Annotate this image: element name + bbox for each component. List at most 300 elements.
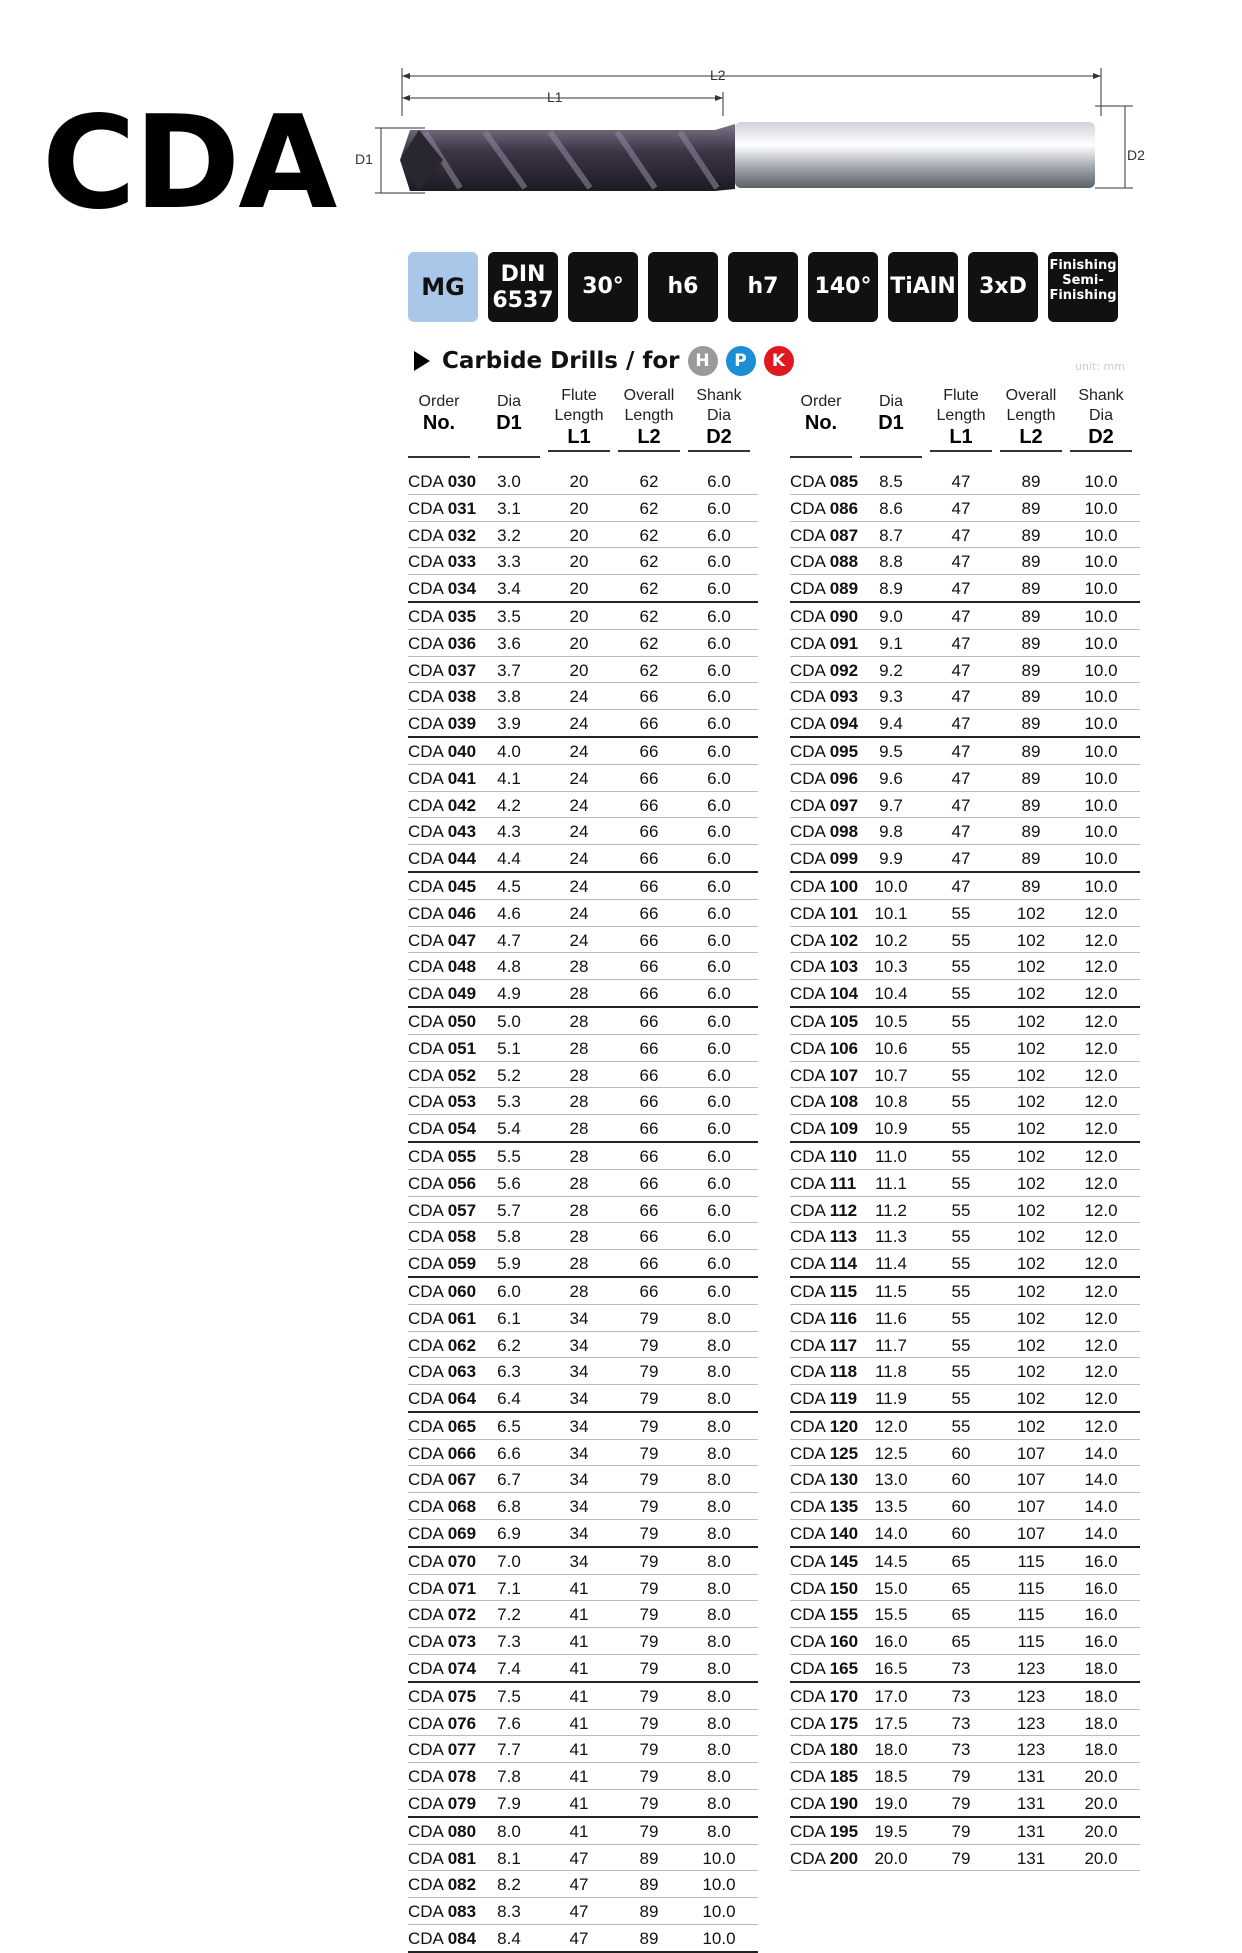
l2-value: 62 <box>639 660 659 680</box>
d1-value: 6.3 <box>497 1362 521 1382</box>
l1-value: 28 <box>569 957 589 977</box>
table-row <box>790 1818 1140 1845</box>
d2-value: 6.0 <box>707 660 731 680</box>
l2-value: 102 <box>1016 1173 1046 1193</box>
order-number: CDA 118 <box>790 1362 858 1382</box>
l2-value: 102 <box>1016 1254 1046 1274</box>
d2-value: 8.0 <box>707 1632 731 1652</box>
l2-value: 89 <box>1021 822 1041 842</box>
order-number: CDA 052 <box>408 1065 477 1085</box>
table-row <box>790 1575 1140 1602</box>
order-number: CDA 049 <box>408 984 477 1004</box>
l2-value: 102 <box>1016 1038 1046 1058</box>
l1-value: 55 <box>951 1227 971 1247</box>
table-row <box>408 1440 758 1467</box>
d1-value: 9.8 <box>879 822 903 842</box>
l2-value: 79 <box>639 1713 659 1733</box>
order-number: CDA 030 <box>408 472 477 491</box>
table-row <box>790 818 1140 845</box>
l2-value: 102 <box>1016 930 1046 950</box>
l1-value: 79 <box>951 1848 971 1868</box>
header-l2: Overall Length L2 <box>1000 386 1062 452</box>
d1-value: 6.9 <box>497 1524 521 1544</box>
l2-value: 62 <box>639 472 659 491</box>
order-number: CDA 070 <box>408 1551 477 1571</box>
d2-value: 6.0 <box>707 741 731 761</box>
d1-value: 5.6 <box>497 1173 521 1193</box>
order-number: CDA 097 <box>790 795 859 815</box>
d1-value: 7.9 <box>497 1794 521 1814</box>
l1-value: 24 <box>569 741 589 761</box>
table-row <box>408 1143 758 1170</box>
l2-value: 79 <box>639 1740 659 1760</box>
h7-icon: h7 <box>728 252 798 322</box>
table-row <box>408 1925 758 1953</box>
l1-value: 34 <box>569 1443 589 1463</box>
l2-value: 66 <box>639 957 659 977</box>
l1-value: 20 <box>569 660 589 680</box>
d2-value: 8.0 <box>707 1470 731 1490</box>
d1-value: 11.2 <box>875 1200 907 1220</box>
l2-value: 89 <box>1021 606 1041 626</box>
l1-value: 24 <box>569 714 589 734</box>
d1-value: 16.0 <box>874 1632 908 1652</box>
l2-value: 66 <box>639 1227 659 1247</box>
d1-value: 8.7 <box>879 525 903 545</box>
l2-value: 66 <box>639 1173 659 1193</box>
helix-30-icon: 30° <box>568 252 638 322</box>
d1-value: 18.0 <box>874 1740 908 1760</box>
order-number: CDA 094 <box>790 714 859 734</box>
d1-value: 3.7 <box>497 660 521 680</box>
d2-value: 6.0 <box>707 1065 731 1085</box>
l1-value: 41 <box>569 1713 589 1733</box>
order-number: CDA 095 <box>790 741 859 761</box>
d1-value: 5.0 <box>497 1011 521 1031</box>
l1-value: 47 <box>951 741 971 761</box>
d1-value: 4.9 <box>497 984 521 1004</box>
l2-value: 123 <box>1016 1659 1046 1679</box>
l2-value: 62 <box>639 552 659 572</box>
d2-value: 6.0 <box>707 498 731 518</box>
d2-value: 10.0 <box>1084 849 1118 869</box>
l1-value: 79 <box>951 1821 971 1841</box>
l2-value: 102 <box>1016 957 1046 977</box>
l2-value: 107 <box>1016 1497 1046 1517</box>
d2-value: 16.0 <box>1084 1578 1118 1598</box>
header-no: Order No. <box>408 386 470 458</box>
table-row <box>408 1898 758 1925</box>
d2-value: 10.0 <box>1084 660 1118 680</box>
table-row <box>408 1871 758 1898</box>
order-number: CDA 035 <box>408 606 477 626</box>
d1-value: 5.1 <box>497 1038 521 1058</box>
d2-value: 10.0 <box>1084 795 1118 815</box>
l2-value: 66 <box>639 849 659 869</box>
order-number: CDA 117 <box>790 1335 858 1355</box>
l2-value: 102 <box>1016 903 1046 923</box>
h6-shank-icon: h6 <box>648 252 718 322</box>
d2-value: 8.0 <box>707 1308 731 1328</box>
l1-value: 55 <box>951 1119 971 1139</box>
d1-value: 6.2 <box>497 1335 521 1355</box>
l1-value: 20 <box>569 472 589 491</box>
table-row <box>408 1062 758 1089</box>
d1-value: 9.9 <box>879 849 903 869</box>
d1-value: 5.9 <box>497 1254 521 1274</box>
d1-value: 7.0 <box>497 1551 521 1571</box>
d2-value: 6.0 <box>707 1038 731 1058</box>
l2-value: 102 <box>1016 1119 1046 1139</box>
l2-value: 66 <box>639 822 659 842</box>
table-header <box>408 386 758 452</box>
d2-value: 8.0 <box>707 1740 731 1760</box>
d2-value: 6.0 <box>707 849 731 869</box>
table-row <box>790 1520 1140 1548</box>
d1-value: 15.0 <box>874 1578 908 1598</box>
d1-value: 10.9 <box>874 1119 908 1139</box>
d2-value: 10.0 <box>1084 876 1118 896</box>
l1-value: 47 <box>951 579 971 599</box>
l2-value: 89 <box>639 1875 659 1895</box>
order-number: CDA 077 <box>408 1740 477 1760</box>
d2-value: 20.0 <box>1084 1848 1118 1868</box>
l2-value: 131 <box>1016 1848 1046 1868</box>
l1-value: 55 <box>951 930 971 950</box>
l1-value: 55 <box>951 1173 971 1193</box>
l2-value: 79 <box>639 1524 659 1544</box>
l1-value: 41 <box>569 1605 589 1625</box>
l1-value: 34 <box>569 1524 589 1544</box>
order-number: CDA 075 <box>408 1686 477 1706</box>
table-row <box>790 1170 1140 1197</box>
l1-value: 47 <box>569 1875 589 1895</box>
order-number: CDA 061 <box>408 1308 477 1328</box>
table-row <box>790 1385 1140 1413</box>
l2-value: 62 <box>639 579 659 599</box>
order-number: CDA 034 <box>408 579 477 599</box>
d2-value: 6.0 <box>707 957 731 977</box>
d2-value: 6.0 <box>707 1011 731 1031</box>
l1-value: 47 <box>951 552 971 572</box>
d1-value: 12.0 <box>874 1416 908 1436</box>
d2-value: 8.0 <box>707 1389 731 1409</box>
l1-value: 47 <box>569 1902 589 1922</box>
order-number: CDA 090 <box>790 606 859 626</box>
order-number: CDA 036 <box>408 633 477 653</box>
order-number: CDA 115 <box>790 1281 858 1301</box>
order-number: CDA 056 <box>408 1173 477 1193</box>
d2-value: 6.0 <box>707 472 731 491</box>
order-number: CDA 140 <box>790 1524 859 1544</box>
d1-value: 4.2 <box>497 795 521 815</box>
l1-value: 55 <box>951 1335 971 1355</box>
l1-value: 47 <box>951 849 971 869</box>
table-row <box>790 1440 1140 1467</box>
table-row <box>408 818 758 845</box>
d1-value: 8.4 <box>497 1929 521 1949</box>
d2-value: 12.0 <box>1084 1065 1118 1085</box>
l2-value: 102 <box>1016 1200 1046 1220</box>
order-number: CDA 120 <box>790 1416 859 1436</box>
d2-value: 12.0 <box>1084 1038 1118 1058</box>
d1-value: 5.4 <box>497 1119 521 1139</box>
table-row <box>790 575 1140 603</box>
d2-value: 10.0 <box>1084 579 1118 599</box>
l1-value: 24 <box>569 687 589 707</box>
l2-value: 89 <box>1021 472 1041 491</box>
l1-value: 24 <box>569 930 589 950</box>
table-row <box>790 1197 1140 1224</box>
d1-value: 3.1 <box>497 498 521 518</box>
d2-value: 10.0 <box>1084 741 1118 761</box>
3xd-icon: 3xD <box>968 252 1038 322</box>
l1-value: 47 <box>951 525 971 545</box>
table-row <box>790 1790 1140 1818</box>
header-l1: Flute Length L1 <box>930 386 992 452</box>
l1-value: 24 <box>569 876 589 896</box>
header-d1: Dia D1 <box>860 386 922 458</box>
table-row <box>790 1332 1140 1359</box>
d2-value: 10.0 <box>1084 687 1118 707</box>
d2-value: 10.0 <box>1084 606 1118 626</box>
d2-value: 6.0 <box>707 1200 731 1220</box>
l1-value: 20 <box>569 579 589 599</box>
l2-value: 102 <box>1016 1335 1046 1355</box>
l2-value: 123 <box>1016 1740 1046 1760</box>
l1-value: 55 <box>951 1416 971 1436</box>
d1-label: D1 <box>355 151 373 167</box>
table-row <box>408 765 758 792</box>
d2-value: 6.0 <box>707 984 731 1004</box>
l2-value: 89 <box>1021 849 1041 869</box>
l2-value: 66 <box>639 1146 659 1166</box>
d2-value: 6.0 <box>707 1254 731 1274</box>
d1-value: 11.7 <box>875 1335 907 1355</box>
table-row <box>790 522 1140 549</box>
d1-value: 4.4 <box>497 849 521 869</box>
order-number: CDA 063 <box>408 1362 477 1382</box>
order-number: CDA 165 <box>790 1659 859 1679</box>
table-row <box>790 1683 1140 1710</box>
point-angle-140-icon: 140° <box>808 252 878 322</box>
d2-value: 6.0 <box>707 768 731 788</box>
l1-value: 47 <box>951 822 971 842</box>
d1-value: 19.0 <box>874 1794 908 1814</box>
table-row <box>790 1250 1140 1278</box>
d1-value: 14.5 <box>874 1551 908 1571</box>
l2-value: 79 <box>639 1821 659 1841</box>
l2-value: 66 <box>639 1281 659 1301</box>
order-number: CDA 045 <box>408 876 477 896</box>
l1-value: 55 <box>951 1146 971 1166</box>
d2-value: 12.0 <box>1084 1362 1118 1382</box>
d2-value: 8.0 <box>707 1443 731 1463</box>
d2-value: 16.0 <box>1084 1632 1118 1652</box>
table-row <box>790 980 1140 1008</box>
l1-value: 34 <box>569 1335 589 1355</box>
d2-value: 6.0 <box>707 714 731 734</box>
d1-value: 5.3 <box>497 1092 521 1112</box>
order-number: CDA 093 <box>790 687 859 707</box>
l2-value: 79 <box>639 1497 659 1517</box>
l2-value: 107 <box>1016 1470 1046 1490</box>
order-number: CDA 109 <box>790 1119 859 1139</box>
d1-value: 8.2 <box>497 1875 521 1895</box>
table-row <box>790 900 1140 927</box>
order-number: CDA 145 <box>790 1551 859 1571</box>
d1-value: 3.4 <box>497 579 521 599</box>
d2-value: 6.0 <box>707 1119 731 1139</box>
l1-value: 34 <box>569 1497 589 1517</box>
d1-value: 6.6 <box>497 1443 521 1463</box>
d1-value: 7.5 <box>497 1686 521 1706</box>
order-number: CDA 033 <box>408 552 477 572</box>
l2-value: 102 <box>1016 1362 1046 1382</box>
table-row <box>790 468 1140 495</box>
order-number: CDA 046 <box>408 903 477 923</box>
d2-value: 10.0 <box>1084 552 1118 572</box>
table-row <box>790 1655 1140 1683</box>
l2-value: 66 <box>639 1011 659 1031</box>
order-number: CDA 105 <box>790 1011 859 1031</box>
d1-value: 7.2 <box>497 1605 521 1625</box>
l2-value: 79 <box>639 1416 659 1436</box>
l2-value: 89 <box>1021 498 1041 518</box>
table-row <box>790 1628 1140 1655</box>
l1-value: 79 <box>951 1767 971 1787</box>
order-number: CDA 084 <box>408 1929 477 1949</box>
l1-value: 28 <box>569 984 589 1004</box>
l2-value: 79 <box>639 1443 659 1463</box>
table-row <box>408 1493 758 1520</box>
l2-value: 62 <box>639 633 659 653</box>
l2-value: 79 <box>639 1308 659 1328</box>
d1-value: 20.0 <box>874 1848 908 1868</box>
l2-value: 102 <box>1016 1308 1046 1328</box>
l2-value: 89 <box>1021 633 1041 653</box>
table-row <box>790 845 1140 873</box>
d2-value: 10.0 <box>1084 633 1118 653</box>
header-d2: Shank Dia D2 <box>688 386 750 452</box>
table-row <box>408 1628 758 1655</box>
d1-value: 9.6 <box>879 768 903 788</box>
d1-value: 10.0 <box>874 876 908 896</box>
l1-value: 24 <box>569 795 589 815</box>
l2-value: 79 <box>639 1767 659 1787</box>
d2-value: 6.0 <box>707 822 731 842</box>
order-number: CDA 086 <box>790 498 859 518</box>
table-row <box>408 1332 758 1359</box>
table-row <box>408 900 758 927</box>
d2-value: 14.0 <box>1084 1497 1118 1517</box>
d2-value: 18.0 <box>1084 1659 1118 1679</box>
l1-value: 55 <box>951 957 971 977</box>
l1-value: 28 <box>569 1146 589 1166</box>
order-number: CDA 113 <box>790 1227 858 1247</box>
l2-value: 115 <box>1017 1605 1045 1625</box>
table-row <box>408 1008 758 1035</box>
l1-value: 34 <box>569 1416 589 1436</box>
l2-value: 89 <box>1021 660 1041 680</box>
table-row <box>408 1845 758 1872</box>
l2-value: 89 <box>639 1902 659 1922</box>
l1-value: 47 <box>569 1848 589 1868</box>
l1-value: 41 <box>569 1659 589 1679</box>
d1-value: 9.0 <box>879 606 903 626</box>
order-number: CDA 130 <box>790 1470 859 1490</box>
l2-value: 66 <box>639 1065 659 1085</box>
l1-value: 41 <box>569 1767 589 1787</box>
l1-value: 47 <box>951 606 971 626</box>
l1-value: 41 <box>569 1794 589 1814</box>
l2-value: 131 <box>1016 1821 1046 1841</box>
l1-value: 41 <box>569 1686 589 1706</box>
table-row <box>790 1358 1140 1385</box>
order-number: CDA 112 <box>790 1200 858 1220</box>
l2-value: 89 <box>1021 741 1041 761</box>
table-row <box>408 792 758 819</box>
l1-value: 65 <box>951 1632 971 1652</box>
table-row <box>408 630 758 657</box>
l2-value: 102 <box>1016 984 1046 1004</box>
l1-value: 60 <box>951 1497 971 1517</box>
l1-value: 34 <box>569 1308 589 1328</box>
table-row <box>408 603 758 630</box>
l1-value: 65 <box>951 1605 971 1625</box>
l1-value: 20 <box>569 552 589 572</box>
d2-value: 18.0 <box>1084 1686 1118 1706</box>
l2-value: 89 <box>1021 714 1041 734</box>
d1-value: 11.4 <box>875 1254 907 1274</box>
order-number: CDA 104 <box>790 984 859 1004</box>
l1-value: 41 <box>569 1821 589 1841</box>
l1-value: 73 <box>951 1659 971 1679</box>
table-row <box>790 710 1140 738</box>
d2-value: 6.0 <box>707 876 731 896</box>
l1-value: 20 <box>569 498 589 518</box>
d2-value: 8.0 <box>707 1416 731 1436</box>
table-row <box>408 738 758 765</box>
l1-value: 28 <box>569 1281 589 1301</box>
d1-value: 3.2 <box>497 525 521 545</box>
l2-value: 79 <box>639 1659 659 1679</box>
d1-value: 13.0 <box>874 1470 908 1490</box>
l1-value: 65 <box>951 1551 971 1571</box>
l2-value: 79 <box>639 1605 659 1625</box>
order-number: CDA 111 <box>790 1173 857 1193</box>
l1-value: 24 <box>569 822 589 842</box>
d2-value: 16.0 <box>1084 1551 1118 1571</box>
order-number: CDA 080 <box>408 1821 477 1841</box>
table-row <box>408 1358 758 1385</box>
d2-value: 6.0 <box>707 795 731 815</box>
l1-value: 47 <box>951 876 971 896</box>
section-heading <box>414 344 794 378</box>
l1-value: 55 <box>951 1011 971 1031</box>
d1-value: 11.9 <box>875 1389 907 1409</box>
d1-value: 11.5 <box>875 1281 907 1301</box>
d2-value: 12.0 <box>1084 1254 1118 1274</box>
d2-value: 10.0 <box>702 1902 736 1922</box>
table-row <box>408 1088 758 1115</box>
d1-value: 8.1 <box>497 1848 521 1868</box>
order-number: CDA 180 <box>790 1740 859 1760</box>
l1-label: L1 <box>547 89 563 105</box>
l2-value: 79 <box>639 1470 659 1490</box>
order-number: CDA 076 <box>408 1713 477 1733</box>
table-row <box>408 1520 758 1548</box>
